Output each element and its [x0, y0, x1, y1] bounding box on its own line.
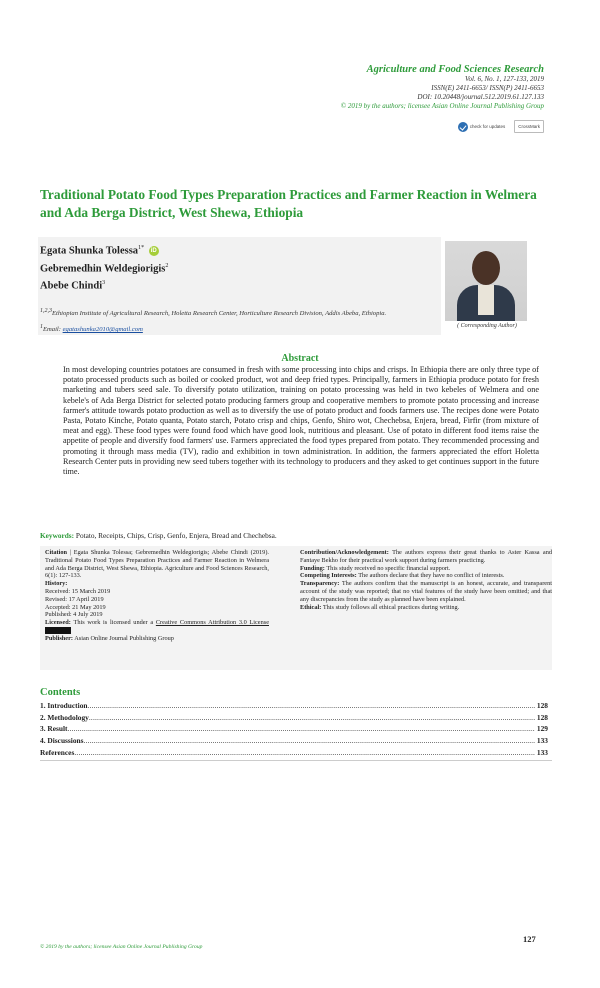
article-info-right: [300, 549, 552, 611]
email-link[interactable]: egatashunka2010@gmail.com: [62, 326, 143, 334]
toc-page: 128: [536, 712, 548, 722]
toc-page: 128: [536, 701, 548, 710]
licensed-text: This work is licensed under a: [73, 619, 154, 627]
author-sup: 2: [165, 262, 169, 269]
journal-name[interactable]: Agriculture and Food Sciences Research: [366, 64, 544, 75]
toc-item-result[interactable]: [40, 723, 548, 735]
toc-page: 133: [536, 736, 548, 746]
toc-item-references[interactable]: [40, 747, 548, 759]
history-label: History:: [45, 580, 68, 588]
check-for-updates-label: check for updates: [469, 124, 506, 129]
author-name: Abebe Chindi: [40, 280, 103, 292]
keywords: [40, 531, 560, 540]
received-date: Received: 15 March 2019: [45, 587, 111, 595]
history: [45, 580, 269, 619]
issn-info: ISSN(E) 2411-6653/ ISSN(P) 2411-6653: [431, 84, 544, 92]
transparency-text: The authors confirm that the manuscript is an honest, accurate, and transparent account of the study was reported; that no vital features of the study have been omitted; and that any discrepancies from the study as planned have been explained.: [300, 580, 552, 603]
abstract-text: In most developing countries potatoes are consumed in fresh with some processing into chips and crisps. In Ethiopia there are only three type of potato processed products such as boiled or cooked product, wot and deep fried types. Principally, farmers in Ethiopia produce potato for fresh marketing and tubers seed sale. To diversify potato utilization, training on potato processing was held in two kebeles of Welmera and one kebele's of Ada Berga District for selected potato producing farmers group and cooperative members to promote potato processing and increase farmer's attitude towards potato production as well as to diversify the use of potato product and foods farmers use. The recipes done were Potato Pasta, Potato Kinche, Potato quanta, Potato starch, Potato crisp and chips, Genfo, Shiro wot, Chechebsa, Enjera, bread, Firfir (from mixture of meat and egg). These food types were found food which have good look, nutritious and pleasant. Use of potato in different food items raise the appetite of people and diversify food farmers' use. Farmers appreciated the food types prepared from potato. They recommended processing and promoting it through mass media (TV), radio and exhibition in town administration. In addition, the farmers appreciated the effort Holetta Research Center puts in providing new seed tubers together with its technology to producers and they asked to get continues support in the future time.: [63, 365, 539, 477]
toc-page: 129: [536, 724, 548, 734]
author-sup: 1*: [138, 245, 145, 251]
abstract-heading: Abstract: [281, 353, 319, 364]
author-sup: 3: [102, 280, 106, 286]
affiliation-sup: 1,2,3: [40, 308, 52, 314]
crossmark-badge[interactable]: CrossMark: [514, 120, 544, 133]
toc-label: 1. Introduction: [40, 701, 88, 710]
toc-item-discussions[interactable]: [40, 735, 548, 747]
citation-label: Citation: [45, 549, 68, 556]
contribution-label: Contribution/Acknowledgement:: [300, 549, 389, 556]
ethical: [300, 604, 552, 612]
photo-caption: ( Corresponding Author): [457, 323, 517, 329]
checkmark-icon: [458, 122, 468, 132]
photo-head-shape: [472, 251, 500, 285]
contents-heading: Contents: [40, 687, 81, 698]
author-name: Gebremedhin Weldegiorigis: [40, 263, 166, 274]
author-2: [40, 259, 168, 277]
author-3: [40, 276, 168, 294]
revised-date: Revised: 17 April 2019: [45, 595, 104, 603]
header-badges: [455, 120, 544, 133]
funding-text: This study received no specific financial support.: [326, 564, 451, 572]
toc-item-introduction[interactable]: [40, 700, 548, 712]
funding: [300, 565, 552, 573]
article-title: Traditional Potato Food Types Preparation Practices and Farmer Reaction in Welmera and Ada Berga District, West Shewa, Ethiopia: [40, 187, 537, 220]
publisher-text: Asian Online Journal Publishing Group: [74, 634, 174, 642]
ethical-text: This study follows all ethical practices during writing.: [322, 603, 460, 611]
keywords-label: Keywords:: [40, 531, 75, 540]
affiliation: [40, 307, 435, 319]
email-line: [40, 324, 143, 333]
author-list: [40, 241, 168, 294]
funding-label: Funding:: [300, 564, 325, 572]
affiliation-text: Ethiopian Institute of Agricultural Research, Holetta Research Center, Horticulture Research Division, Addis Abeba, Ethiopia.: [52, 310, 387, 318]
page-number: 127: [523, 934, 536, 944]
license-link[interactable]: Creative Commons Attribution 3.0 License: [155, 619, 269, 627]
contribution-text: The authors express their great thanks to Aster Kassa and Fantaye Bekho for their practical work support during farmers practicing.: [300, 549, 552, 564]
photo-shirt-shape: [478, 285, 494, 315]
toc-label: 4. Discussions: [40, 736, 84, 746]
author-1: [40, 241, 168, 259]
competing-text: The authors declare that they have no conflict of interests.: [358, 572, 505, 580]
toc-divider: [40, 760, 552, 761]
cc-by-badge-icon[interactable]: [45, 627, 71, 634]
transparency: [300, 580, 552, 603]
table-of-contents: [40, 700, 548, 759]
author-name: Egata Shunka Tolessa: [40, 245, 139, 257]
license: [45, 619, 269, 635]
toc-item-methodology[interactable]: [40, 712, 548, 724]
article-info-left: [45, 549, 269, 643]
email-sup: 1: [40, 324, 43, 330]
publisher: [45, 635, 269, 643]
licensed-label: Licensed:: [45, 619, 71, 627]
email-label: Email:: [43, 326, 61, 334]
citation-text: | Egata Shunka Tolessa; Gebremedhin Weldegiorigis; Abebe Chindi (2019). Traditional Potato Food Types Preparation Practices and Farmer Reaction in Welmera and Ada Berga District, West Shewa, Ethiopia. Agriculture and Food Sciences Research, 6(1): 127-133.: [45, 549, 269, 580]
toc-label: References: [40, 747, 75, 757]
citation: [45, 549, 269, 580]
ethical-label: Ethical:: [300, 603, 322, 611]
check-for-updates-badge[interactable]: [455, 121, 509, 132]
volume-info: Vol. 6, No. 1, 127-133, 2019: [465, 75, 544, 83]
doi-info[interactable]: DOI: 10.20448/journal.512.2019.61.127.133: [417, 93, 544, 101]
journal-header: [244, 64, 544, 111]
keywords-text: Potato, Receipts, Chips, Crisp, Genfo, Enjera, Bread and Chechebsa.: [75, 531, 277, 540]
contribution: [300, 549, 552, 565]
competing-label: Competing Interests:: [300, 572, 357, 580]
author-photo: [445, 241, 527, 321]
transparency-label: Transparency:: [300, 580, 340, 588]
accepted-date: Accepted: 21 May 2019: [45, 603, 106, 611]
toc-label: 2. Methodology: [40, 712, 89, 722]
publisher-label: Publisher:: [45, 634, 73, 642]
competing-interests: [300, 572, 552, 580]
orcid-icon[interactable]: iD: [150, 248, 157, 255]
toc-page: 133: [536, 747, 548, 757]
toc-label: 3. Result: [40, 724, 68, 734]
footer-copyright: © 2019 by the authors; licensee Asian Online Journal Publishing Group: [40, 944, 203, 950]
header-copyright: © 2019 by the authors; licensee Asian Online Journal Publishing Group: [340, 102, 544, 110]
published-date: Published: 4 July 2019: [45, 611, 103, 619]
